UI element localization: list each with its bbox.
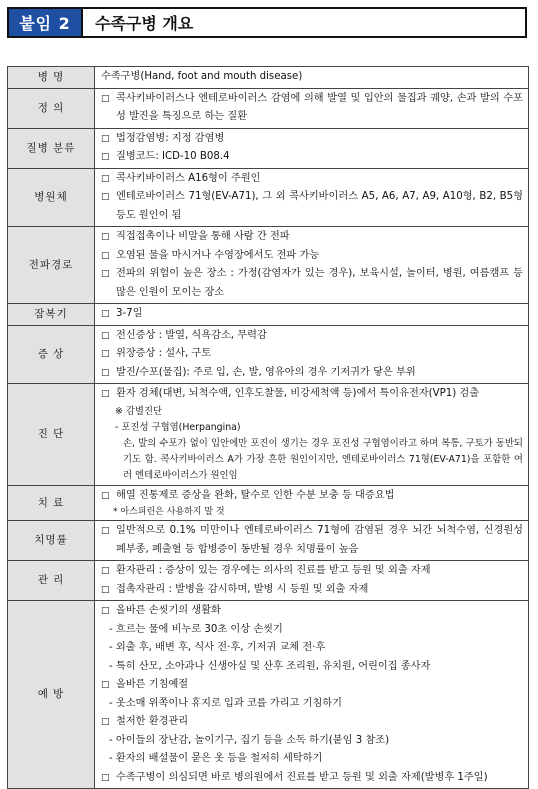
bullet-icon: □: [101, 526, 110, 536]
label-diagnosis: 진 단: [8, 384, 95, 486]
list-item: □ 직접접촉이나 비말을 통해 사람 간 전파: [101, 228, 523, 247]
bullet-icon: □: [101, 192, 110, 202]
row-prevention: [8, 601, 529, 789]
label-prevention: 예 방: [8, 601, 95, 789]
bullet-icon: □: [101, 490, 110, 501]
bullet-icon: □: [101, 93, 110, 104]
bullet-icon: □: [101, 349, 110, 359]
bullet-icon: □: [101, 250, 110, 261]
list-item: □ 올바른 기침예절: [101, 676, 523, 695]
sub-item: - 아이들의 장난감, 놀이기구, 집기 등을 소독 하기(붙임 3 참조): [109, 734, 390, 746]
bullet-icon: □: [101, 389, 110, 399]
aspirin-note: * 아스피린은 사용하지 말 것: [113, 507, 225, 517]
sub-item: - 특히 산모, 소아과나 신생아실 및 산후 조리원, 유치원, 어린이집 종사자: [109, 660, 431, 672]
sub-item: - 옷소매 위쪽이나 휴지로 입과 코를 가리고 기침하기: [109, 697, 343, 709]
list-item: □ 오염된 물을 마시거나 수영장에서도 전파 가능: [101, 247, 523, 266]
label-classification: 질병 분류: [8, 128, 95, 168]
label-transmission: 전파경로: [8, 227, 95, 304]
value-name: 수족구병(Hand, foot and mouth disease): [95, 67, 529, 89]
bullet-icon: □: [101, 584, 110, 595]
bullet-icon: □: [101, 269, 110, 279]
list-item: □ 발진/수포(물집): 주로 입, 손, 발, 영유아의 경우 기저귀가 닿은 부위: [101, 364, 523, 383]
bullet-icon: □: [101, 173, 110, 184]
list-item: □ 위장증상 : 설사, 구토: [101, 345, 523, 364]
list-item: □ 환자 검체(대변, 뇌척수액, 인후도찰물, 비강세척액 등)에서 특이유전자(VP1) 검출: [101, 385, 523, 404]
bullet-icon: □: [101, 133, 110, 144]
list-item: □ 3-7일: [101, 305, 523, 324]
list-item: □ 전파의 위험이 높은 장소 : 가정(감염자가 있는 경우), 보육시설, 놀이터, 병원, 여름캠프 등 많은 인원이 모이는 장소: [101, 265, 523, 302]
page-title: 수족구병 개요: [95, 14, 194, 33]
sub-item: - 외출 후, 배변 후, 식사 전·후, 기저귀 교체 전·후: [109, 642, 326, 653]
list-item: □ 콕사키바이러스나 엔테로바이러스 감염에 의해 발열 및 입안의 물집과 궤양, 손과 발의 수포성 발진을 특징으로 하는 질환: [101, 90, 523, 127]
list-item: □ 법정감염병: 지정 감염병: [101, 130, 523, 149]
list-item: □ 환자관리 : 증상이 있는 경우에는 의사의 진료를 받고 등원 및 외출 자제: [101, 562, 523, 581]
row-name: [8, 67, 529, 89]
list-item: □ 철저한 환경관리: [101, 713, 523, 732]
row-classification: [8, 128, 529, 168]
bullet-icon: □: [101, 152, 110, 162]
label-name: 병 명: [8, 67, 95, 89]
label-management: 관 리: [8, 561, 95, 601]
label-pathogen: 병원체: [8, 168, 95, 227]
list-item: □ 올바른 손씻기의 생활화: [101, 602, 523, 621]
row-incubation: [8, 304, 529, 326]
row-transmission: [8, 227, 529, 304]
bullet-icon: □: [101, 330, 110, 341]
row-treatment: [8, 485, 529, 521]
bullet-icon: □: [101, 717, 110, 727]
page-header: [7, 7, 527, 38]
row-management: [8, 561, 529, 601]
row-diagnosis: [8, 384, 529, 486]
list-item: □ 콕사키바이러스 A16형이 주원인: [101, 170, 523, 189]
row-pathogen: [8, 168, 529, 227]
row-fatality: [8, 521, 529, 561]
attachment-badge: 붙임 2: [9, 9, 83, 36]
sub-item: - 환자의 배설물이 묻은 옷 등을 철저히 세탁하기: [109, 753, 323, 764]
list-item: □ 수족구병이 의심되면 바로 병의원에서 진료를 받고 등원 및 외출 자제(발병후 1주일): [101, 769, 523, 788]
label-fatality: 치명률: [8, 521, 95, 561]
bullet-icon: □: [101, 772, 110, 783]
sub-item: - 흐르는 물에 비누로 30초 이상 손씻기: [109, 623, 283, 635]
list-item: □ 전신증상 : 발열, 식욕감소, 무력감: [101, 327, 523, 346]
bullet-icon: □: [101, 232, 110, 242]
list-item: □ 해열 진통제로 증상을 완화, 탈수로 인한 수분 보충 등 대증요법: [101, 487, 523, 506]
list-item: □ 엔테로바이러스 71형(EV-A71), 그 외 콕사키바이러스 A5, A6, A7, A9, A10형, B2, B5형 등도 원인이 됨: [101, 188, 523, 225]
bullet-icon: □: [101, 680, 110, 690]
list-item: □ 접촉자관리 : 발병을 감시하며, 발병 시 등원 및 외출 자제: [101, 581, 523, 600]
row-symptoms: [8, 325, 529, 384]
bullet-icon: □: [101, 566, 110, 576]
list-item: □ 일반적으로 0.1% 미만이나 엔테로바이러스 71형에 감염된 경우 뇌간 뇌척수염, 신경원성 폐부종, 폐출혈 등 합병증이 동반될 경우 치명률이 높음: [101, 522, 523, 559]
row-definition: [8, 88, 529, 128]
disease-overview-table: [7, 66, 529, 789]
label-symptoms: 증 상: [8, 325, 95, 384]
differential-note-sub: - 포진성 구협염(Herpangina): [115, 421, 241, 433]
bullet-icon: □: [101, 367, 110, 378]
differential-note-detail: 손, 발의 수포가 없이 입안에만 포진이 생기는 경우 포진성 구협염이라고 하며 복통, 구토가 동반되기도 함. 콕사키바이러스 A가 가장 흔한 원인이지만, 엔테로바이러스 71형(EV-A71)을 포함한 여러 엔테로바이러스가 원인임: [123, 437, 523, 481]
label-definition: 정 의: [8, 88, 95, 128]
label-treatment: 치 료: [8, 485, 95, 521]
label-incubation: 잠복기: [8, 304, 95, 326]
bullet-icon: □: [101, 606, 110, 616]
list-item: □ 질병코드: ICD-10 B08.4: [101, 148, 523, 167]
bullet-icon: □: [101, 309, 110, 319]
differential-note-title: ※ 감별진단: [115, 405, 163, 417]
